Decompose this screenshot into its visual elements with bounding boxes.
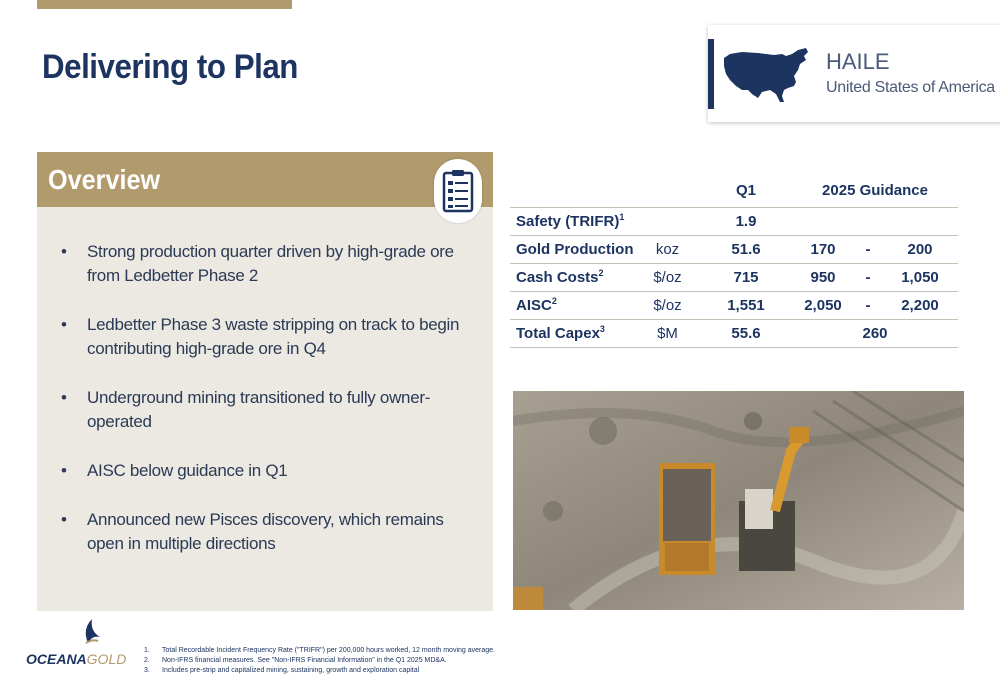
row-guidance-dash: - (854, 263, 882, 291)
oceanagold-logo (26, 617, 130, 667)
bullet-item: • AISC below guidance in Q1 (61, 459, 481, 483)
location-accent-bar (708, 39, 714, 109)
bullet-item: • Strong production quarter driven by high-grade ore from Ledbetter Phase 2 (61, 240, 481, 288)
overview-bullet-list (61, 240, 481, 581)
row-label: Cash Costs$^2$ (510, 263, 635, 291)
bullet-item: • Underground mining transitioned to fully owner-operated (61, 386, 481, 434)
row-guidance-high (882, 207, 958, 235)
site-country: United States of America (826, 79, 995, 96)
overview-heading: Overview (48, 164, 161, 195)
logo-wordmark: OCEANAGOLD (26, 651, 127, 667)
column-header-q1: Q1 (700, 175, 792, 207)
row-q1-value: 715 (700, 263, 792, 291)
oceanagold-wave-icon (78, 617, 102, 649)
footnotes (144, 646, 495, 676)
table-row (510, 291, 958, 319)
site-name: HAILE (826, 49, 890, 74)
row-guidance-low: 2,050 (792, 291, 854, 319)
row-guidance-low: 950 (792, 263, 854, 291)
row-guidance-value: 260 (792, 319, 958, 347)
row-label: AISC$^2$ (510, 291, 635, 319)
row-unit: $/oz (635, 291, 700, 319)
footnote: 1. Total Recordable Incident Frequency Rate ("TRIFR") per 200,000 hours worked, 12 month moving average. (144, 647, 495, 654)
footnote: 2. Non-IFRS financial measures. See "Non-IFRS Financial Information" in the Q1 2025 MD&A. (144, 657, 447, 664)
usa-map-icon (722, 44, 812, 104)
bullet-item: • Ledbetter Phase 3 waste stripping on track to begin contributing high-grade ore in Q4 (61, 313, 481, 361)
mine-site-photo (513, 391, 964, 610)
row-label: Gold Production (510, 235, 635, 263)
table-row (510, 319, 958, 347)
row-guidance-low (792, 207, 854, 235)
row-q1-value: 51.6 (700, 235, 792, 263)
row-guidance-high: 2,200 (882, 291, 958, 319)
clipboard-checklist-icon (434, 159, 482, 223)
row-label: Total Capex$^3$ (510, 319, 635, 347)
row-guidance-high: 200 (882, 235, 958, 263)
row-unit: $M (635, 319, 700, 347)
bullet-item: • Announced new Pisces discovery, which remains open in multiple directions (61, 508, 481, 556)
table-row (510, 207, 958, 235)
metrics-table (510, 175, 958, 348)
row-q1-value: 55.6 (700, 319, 792, 347)
row-q1-value: 1,551 (700, 291, 792, 319)
top-accent-bar (37, 0, 292, 9)
row-unit: koz (635, 235, 700, 263)
row-unit: $/oz (635, 263, 700, 291)
row-guidance-dash: - (854, 235, 882, 263)
overview-header (37, 152, 493, 207)
page-title: Delivering to Plan (42, 48, 298, 86)
table-row (510, 235, 958, 263)
location-card (708, 25, 1000, 122)
column-header-guidance: 2025 Guidance (792, 175, 958, 207)
overview-panel (37, 152, 493, 611)
row-q1-value: 1.9 (700, 207, 792, 235)
row-label: Safety (TRIFR)$^1$ (510, 207, 635, 235)
row-unit (635, 207, 700, 235)
footnote: 3. Includes pre-strip and capitalized mining, sustaining, growth and exploration capital (144, 667, 420, 674)
row-guidance-high: 1,050 (882, 263, 958, 291)
table-header-row (510, 175, 958, 207)
row-guidance-dash (854, 207, 882, 235)
row-guidance-low: 170 (792, 235, 854, 263)
row-guidance-dash: - (854, 291, 882, 319)
table-row (510, 263, 958, 291)
